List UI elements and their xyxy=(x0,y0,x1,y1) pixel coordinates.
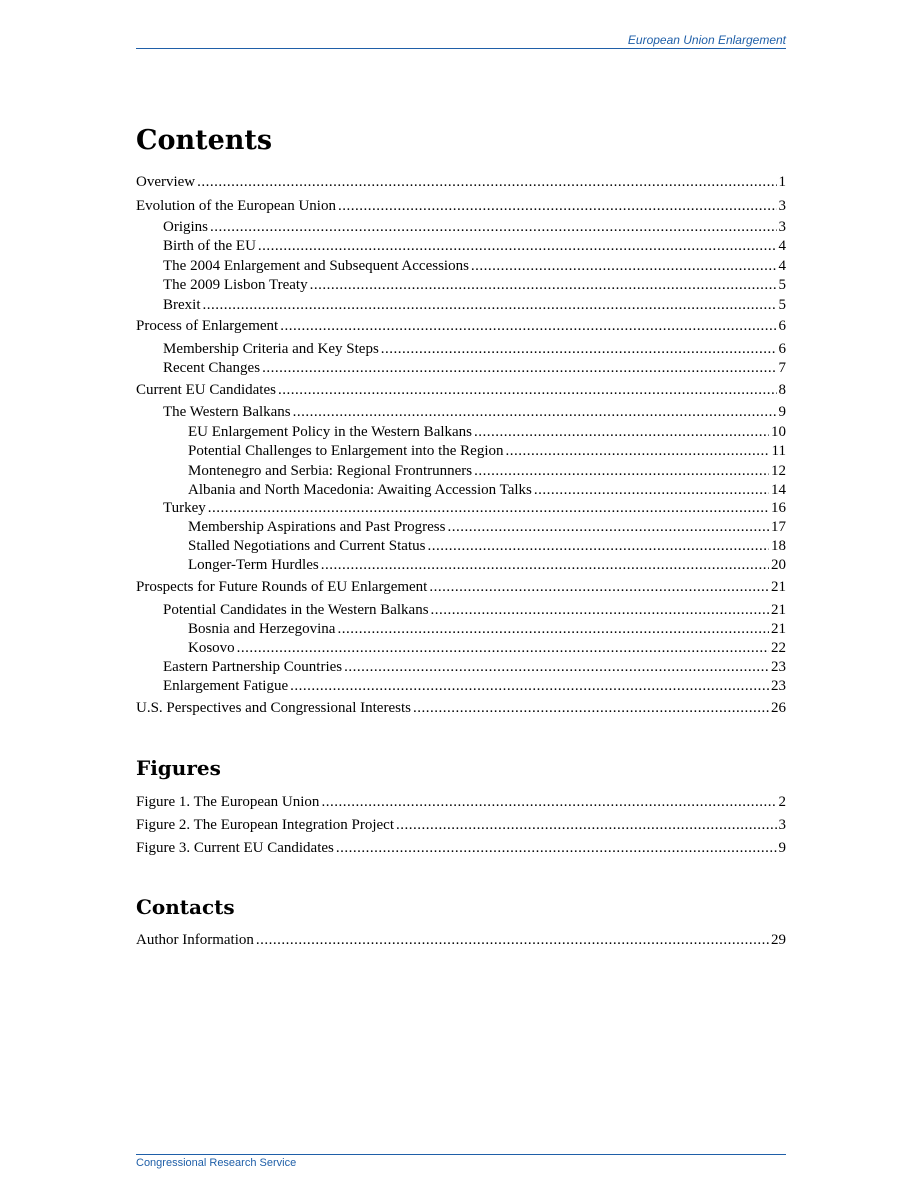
toc-entry-albania-macedonia[interactable]: Albania and North Macedonia: Awaiting Accession Talks ..... 14 xyxy=(136,481,786,500)
toc-entry-kosovo[interactable]: Kosovo ..... 22 xyxy=(136,639,786,658)
toc-entry-stalled-negotiations[interactable]: Stalled Negotiations and Current Status ..... 18 xyxy=(136,537,786,556)
toc-entry-lisbon-treaty[interactable]: The 2009 Lisbon Treaty ..... 5 xyxy=(136,276,786,295)
toc-entry-recent-changes[interactable]: Recent Changes ..... 7 xyxy=(136,359,786,378)
page-footer xyxy=(136,1154,786,1169)
contact-entry-author-information[interactable]: Author Information ..... 29 xyxy=(136,931,786,950)
toc-entry-us-perspectives[interactable]: U.S. Perspectives and Congressional Interests ..... 26 xyxy=(136,699,786,718)
toc-entry-potential-candidates[interactable]: Potential Candidates in the Western Balkans ..... 21 xyxy=(136,601,786,620)
toc-entry-western-balkans[interactable]: The Western Balkans ..... 9 xyxy=(136,403,786,422)
toc-entry-eu-policy-balkans[interactable]: EU Enlargement Policy in the Western Balkans ..... 10 xyxy=(136,423,786,442)
toc-entry-prospects[interactable]: Prospects for Future Rounds of EU Enlargement ..... 21 xyxy=(136,578,786,597)
figure-entry-2[interactable]: Figure 2. The European Integration Project ..... 3 xyxy=(136,816,786,835)
figure-entry-1[interactable]: Figure 1. The European Union ..... 2 xyxy=(136,793,786,812)
toc-entry-birth-of-eu[interactable]: Birth of the EU ..... 4 xyxy=(136,237,786,256)
toc-entry-2004-enlargement[interactable]: The 2004 Enlargement and Subsequent Accessions ..... 4 xyxy=(136,257,786,276)
figures-heading: Figures xyxy=(136,756,221,780)
toc-entry-enlargement-fatigue[interactable]: Enlargement Fatigue ..... 23 xyxy=(136,677,786,696)
page-header xyxy=(136,32,786,49)
toc-entry-bosnia[interactable]: Bosnia and Herzegovina ..... 21 xyxy=(136,620,786,639)
toc-entry-membership-aspirations[interactable]: Membership Aspirations and Past Progress ..... 17 xyxy=(136,518,786,537)
contacts-heading: Contacts xyxy=(136,895,235,919)
toc-entry-brexit[interactable]: Brexit ..... 5 xyxy=(136,296,786,315)
contents-heading: Contents xyxy=(136,125,273,156)
toc-entry-membership-criteria[interactable]: Membership Criteria and Key Steps ..... 6 xyxy=(136,340,786,359)
footer-text: Congressional Research Service xyxy=(136,1157,297,1169)
figure-entry-3[interactable]: Figure 3. Current EU Candidates ..... 9 xyxy=(136,839,786,858)
toc-entry-process[interactable]: Process of Enlargement ..... 6 xyxy=(136,317,786,336)
toc-entry-montenegro-serbia[interactable]: Montenegro and Serbia: Regional Frontrunners ..... 12 xyxy=(136,462,786,481)
toc-entry-turkey[interactable]: Turkey ..... 16 xyxy=(136,499,786,518)
toc-entry-longer-term-hurdles[interactable]: Longer-Term Hurdles ..... 20 xyxy=(136,556,786,575)
toc-entry-potential-challenges[interactable]: Potential Challenges to Enlargement into the Region ..... 11 xyxy=(136,442,786,461)
toc-entry-origins[interactable]: Origins ..... 3 xyxy=(136,218,786,237)
toc-entry-current-candidates[interactable]: Current EU Candidates ..... 8 xyxy=(136,381,786,400)
toc-entry-evolution[interactable]: Evolution of the European Union ..... 3 xyxy=(136,197,786,216)
header-title: European Union Enlargement xyxy=(627,33,786,47)
toc-entry-eastern-partnership[interactable]: Eastern Partnership Countries ..... 23 xyxy=(136,658,786,677)
toc-entry-overview[interactable]: Overview ..... 1 xyxy=(136,173,786,192)
